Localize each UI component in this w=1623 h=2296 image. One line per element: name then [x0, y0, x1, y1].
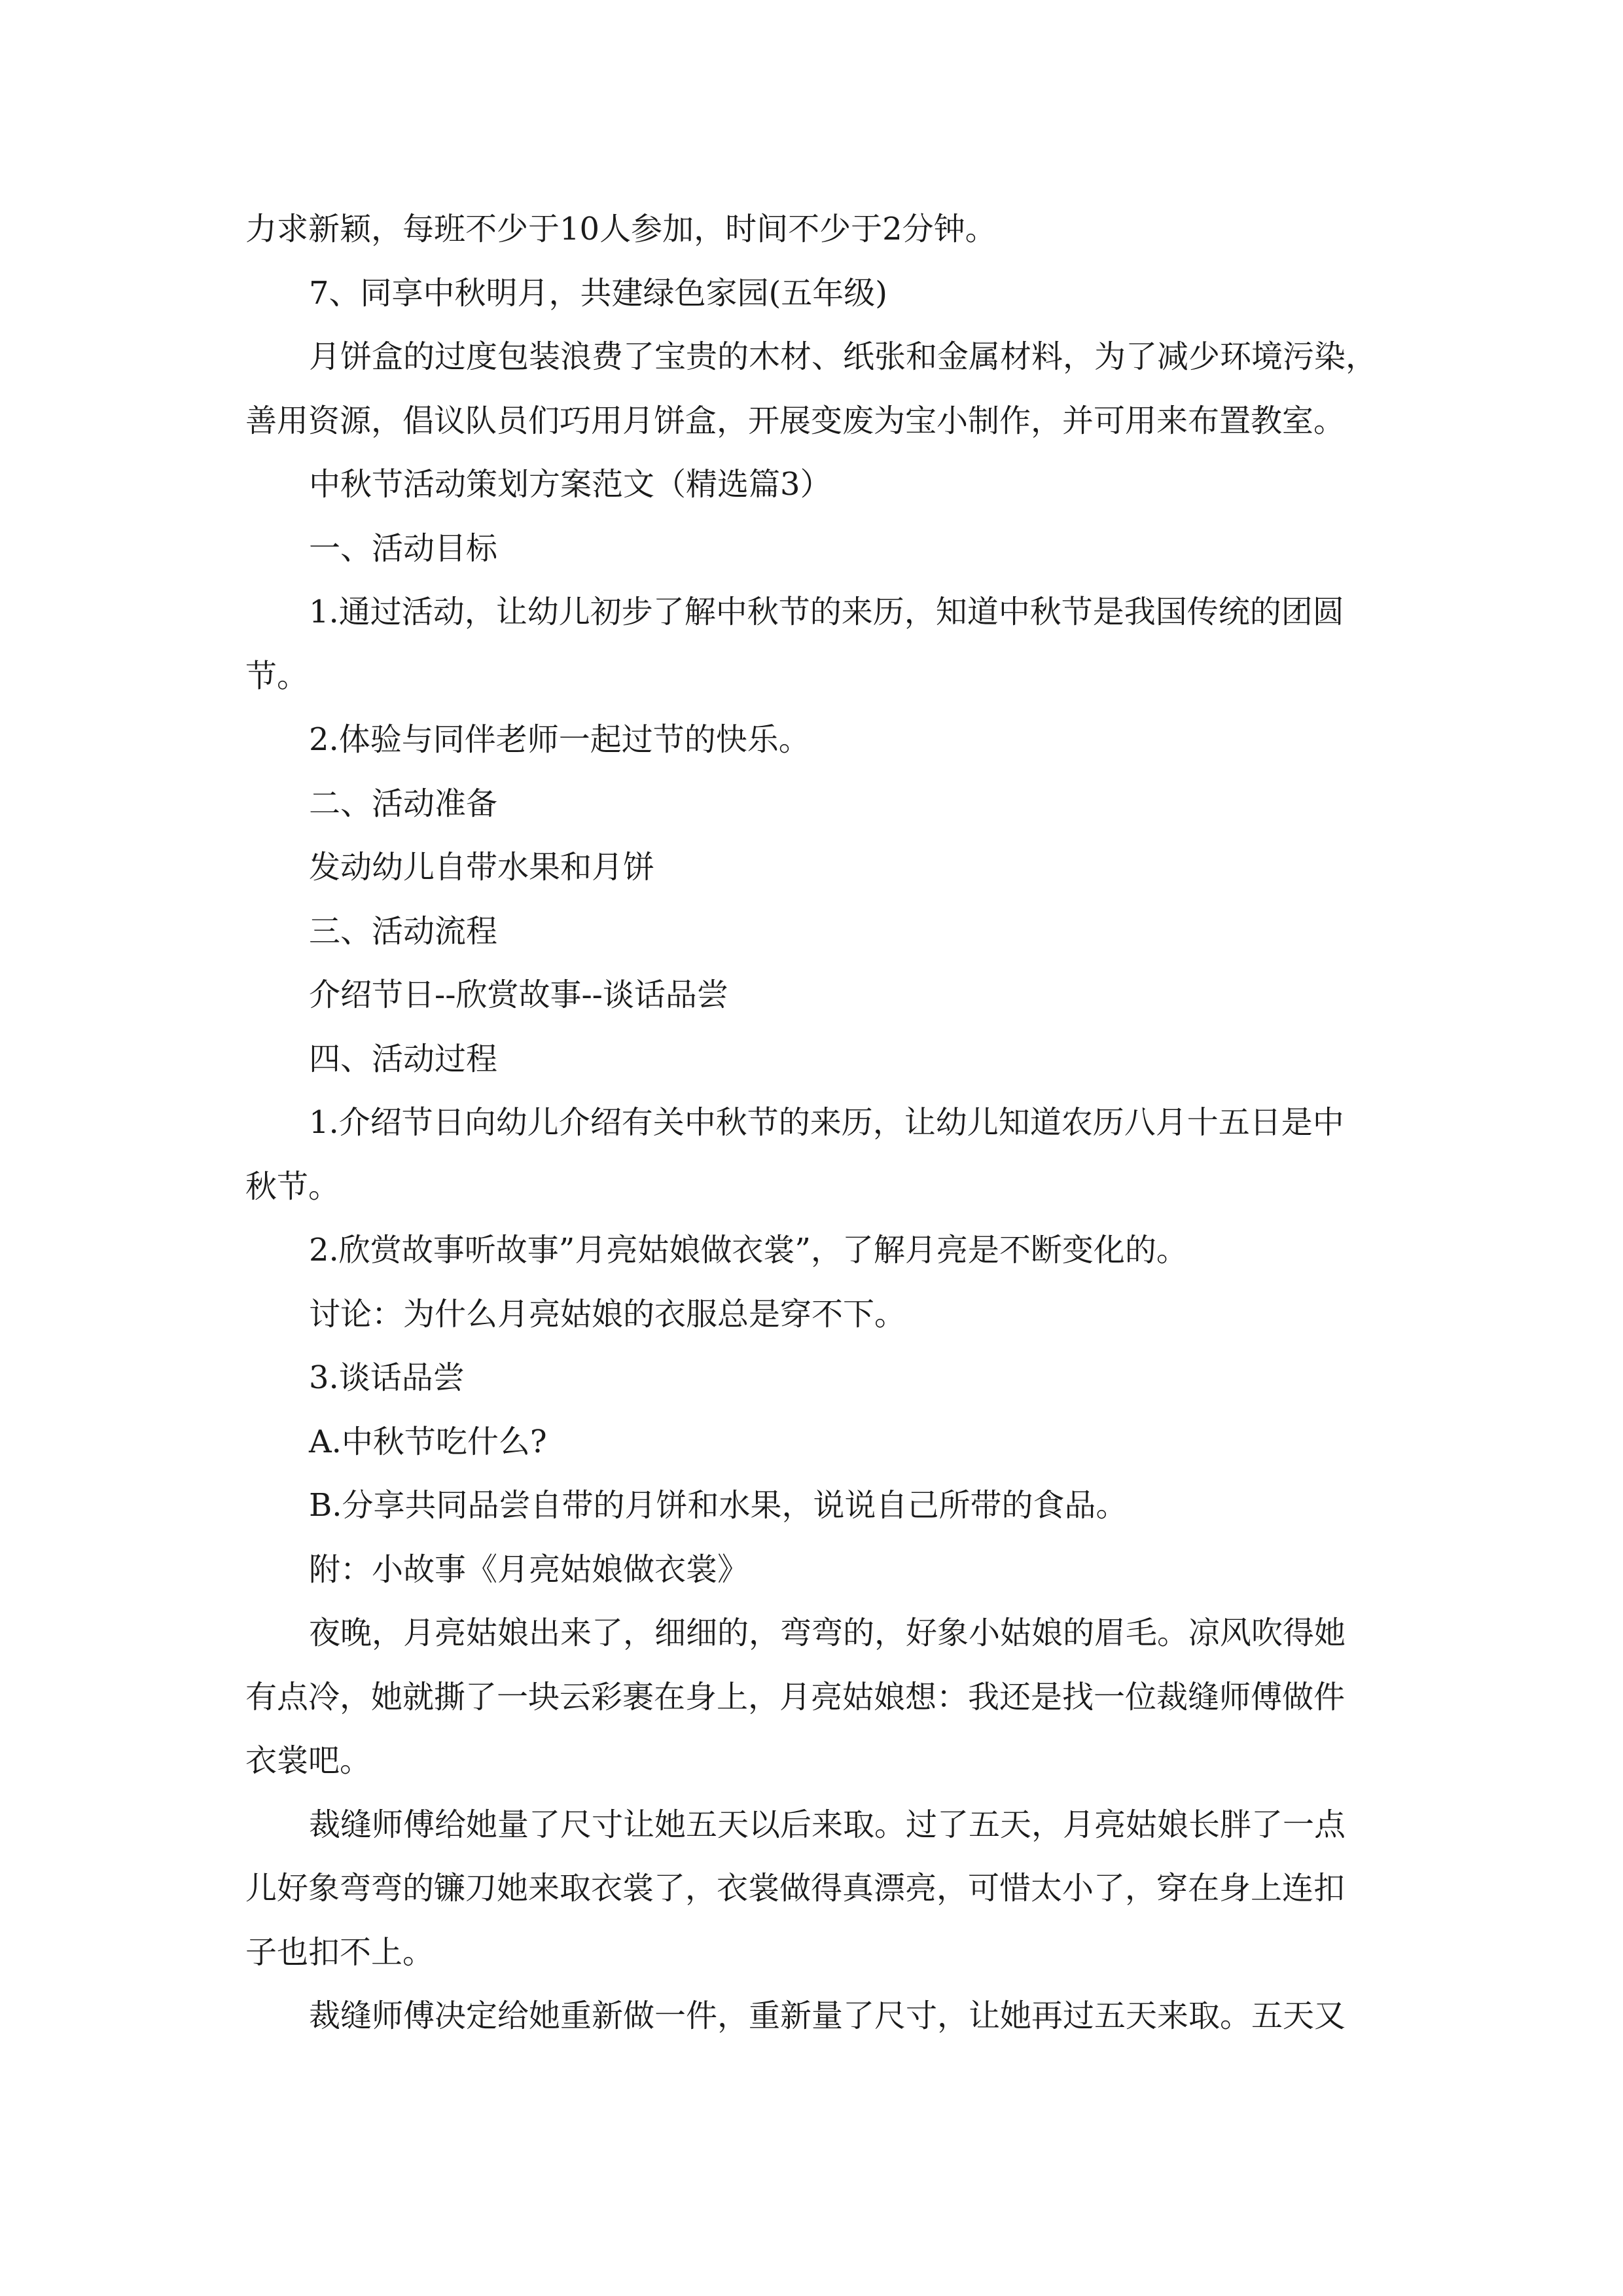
text-line: 裁缝师傅决定给她重新做一件，重新量了尺寸，让她再过五天来取。五天又	[309, 1998, 1346, 2034]
text-line: 1.介绍节日向幼儿介绍有关中秋节的来历，让幼儿知道农历八月十五日是中	[309, 1104, 1344, 1141]
text-line: 衣裳吧。	[245, 1742, 372, 1779]
story-title: 附：小故事《月亮姑娘做衣裳》	[309, 1551, 749, 1588]
section-heading: 二、活动准备	[309, 785, 498, 822]
text-line: 力求新颖，每班不少于10人参加，时间不少于2分钟。	[245, 211, 997, 247]
section-heading: 三、活动流程	[309, 912, 498, 950]
text-line: 秋节。	[245, 1168, 340, 1205]
text-line: 子也扣不上。	[245, 1933, 435, 1971]
text-line: 2.欣赏故事听故事”月亮姑娘做衣裳”，了解月亮是不断变化的。	[309, 1232, 1188, 1268]
text-line: 讨论：为什么月亮姑娘的衣服总是穿不下。	[309, 1295, 906, 1333]
section-title: 中秋节活动策划方案范文（精选篇3）	[309, 466, 832, 503]
text-line: 善用资源，倡议队员们巧用月饼盒，开展变废为宝小制作，并可用来布置教室。	[245, 402, 1346, 439]
text-line: 夜晚，月亮姑娘出来了，细细的，弯弯的，好象小姑娘的眉毛。凉风吹得她	[309, 1615, 1346, 1651]
text-line: 裁缝师傅给她量了尺寸让她五天以后来取。过了五天，月亮姑娘长胖了一点	[309, 1806, 1346, 1843]
text-line: 发动幼儿自带水果和月饼	[309, 849, 655, 886]
text-line: A.中秋节吃什么?	[309, 1423, 547, 1460]
text-line: 月饼盒的过度包装浪费了宝贵的木材、纸张和金属材料，为了减少环境污染，	[309, 338, 1378, 375]
text-line: 儿好象弯弯的镰刀她来取衣裳了，衣裳做得真漂亮，可惜太小了，穿在身上连扣	[245, 1870, 1346, 1907]
section-heading: 一、活动目标	[309, 529, 498, 567]
text-line: 节。	[245, 657, 309, 694]
text-line: 7、同享中秋明月，共建绿色家园(五年级)	[309, 274, 887, 312]
text-line: 介绍节日--欣赏故事--谈话品尝	[309, 977, 728, 1013]
text-line: 2.体验与同伴老师一起过节的快乐。	[309, 721, 810, 758]
text-line: 1.通过活动，让幼儿初步了解中秋节的来历，知道中秋节是我国传统的团圆	[309, 594, 1344, 630]
section-heading: 四、活动过程	[309, 1040, 498, 1077]
text-line: B.分享共同品尝自带的月饼和水果，说说自己所带的食品。	[309, 1487, 1128, 1524]
text-line: 有点冷，她就撕了一块云彩裹在身上，月亮姑娘想：我还是找一位裁缝师傅做件	[245, 1678, 1346, 1715]
document-page	[245, 198, 1378, 2049]
text-line: 3.谈话品尝	[309, 1359, 465, 1396]
